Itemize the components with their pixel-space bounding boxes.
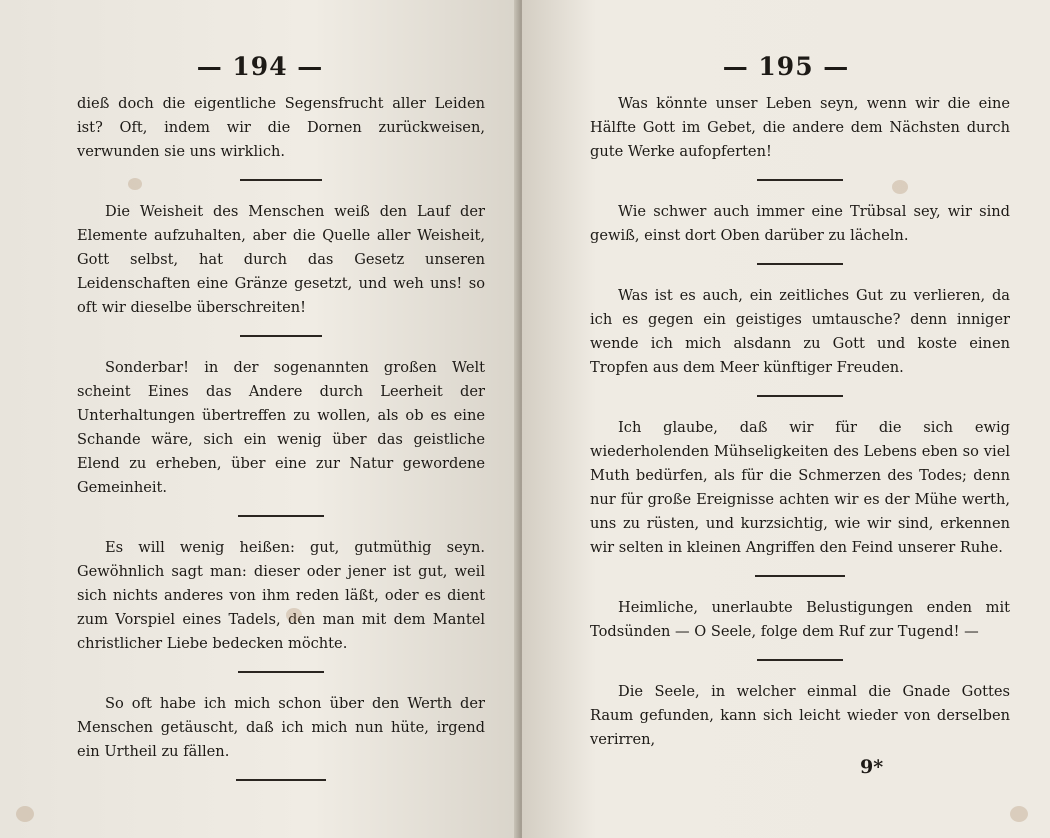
left-page <box>0 0 520 838</box>
foxing-spot <box>892 180 908 194</box>
paragraph: So oft habe ich mich schon über den Werth der Menschen getäuscht, daß ich mich nun hüte, irgend ein Urtheil zu fällen. <box>77 695 485 760</box>
section-divider <box>757 263 843 265</box>
foxing-spot <box>1010 806 1028 822</box>
section-divider <box>755 575 845 577</box>
paragraph: Die Seele, in welcher einmal die Gnade Gottes Raum gefunden, kann sich leicht wieder von derselben verirren, <box>590 683 1010 748</box>
foxing-spot <box>286 608 302 622</box>
foxing-spot <box>128 178 142 190</box>
section-divider <box>757 179 843 181</box>
page-text <box>590 92 1010 752</box>
section-divider <box>238 515 324 517</box>
paragraph: Was könnte unser Leben seyn, wenn wir die eine Hälfte Gott im Gebet, die andere dem Nächsten durch gute Werke aufopferten! <box>590 95 1010 160</box>
right-page <box>522 0 1050 838</box>
page-number: — 195 — <box>722 52 850 81</box>
page-text <box>77 92 485 800</box>
signature-mark: 9* <box>860 756 884 778</box>
page-number: — 194 — <box>196 52 324 81</box>
section-divider <box>236 779 326 781</box>
section-divider <box>757 659 843 661</box>
section-divider <box>240 179 322 181</box>
section-divider <box>240 335 322 337</box>
paragraph: Die Weisheit des Menschen weiß den Lauf der Elemente aufzuhalten, aber die Quelle aller Weisheit, Gott selbst, hat durch das Gesetz unseren Leidenschaften eine Gränze gesetzt, und weh uns! so oft wir dieselbe überschreiten! <box>77 203 485 316</box>
paragraph: Was ist es auch, ein zeitliches Gut zu verlieren, da ich es gegen ein geistiges umtausche? denn inniger wende ich mich alsdann zu Gott und koste einen Tropfen aus dem Meer künftiger Freuden. <box>590 287 1010 376</box>
section-divider <box>238 671 324 673</box>
paragraph: Sonderbar! in der sogenannten großen Welt scheint Eines das Andere durch Leerheit der Unterhaltungen übertreffen zu wollen, als ob es eine Schande wäre, sich ein wenig über das geistliche Elend zu erheben, über eine zur Natur gewordene Gemeinheit. <box>77 359 485 496</box>
section-divider <box>757 395 843 397</box>
paragraph: dieß doch die eigentliche Segensfrucht aller Leiden ist? Oft, indem wir die Dornen zurückweisen, verwunden sie uns wirklich. <box>77 95 485 160</box>
foxing-spot <box>16 806 34 822</box>
paragraph: Heimliche, unerlaubte Belustigungen enden mit Todsünden — O Seele, folge dem Ruf zur Tugend! — <box>590 599 1010 640</box>
paragraph: Ich glaube, daß wir für die sich ewig wiederholenden Mühseligkeiten des Lebens eben so viel Muth bedürfen, als für die Schmerzen des Todes; denn nur für große Ereignisse achten wir es der Mühe werth, uns zu rüsten, und kurzsichtig, wie wir sind, erkennen wir selten in kleinen Angriffen den Feind unserer Ruhe. <box>590 419 1010 556</box>
paragraph: Es will wenig heißen: gut, gutmüthig seyn. Gewöhnlich sagt man: dieser oder jener ist gut, weil sich nichts anderes von ihm reden läßt, oder es dient zum Vorspiel eines Tadels, den man mit dem Mantel christlicher Liebe bedecken möchte. <box>77 539 485 652</box>
paragraph: Wie schwer auch immer eine Trübsal sey, wir sind gewiß, einst dort Oben darüber zu lächeln. <box>590 203 1010 244</box>
